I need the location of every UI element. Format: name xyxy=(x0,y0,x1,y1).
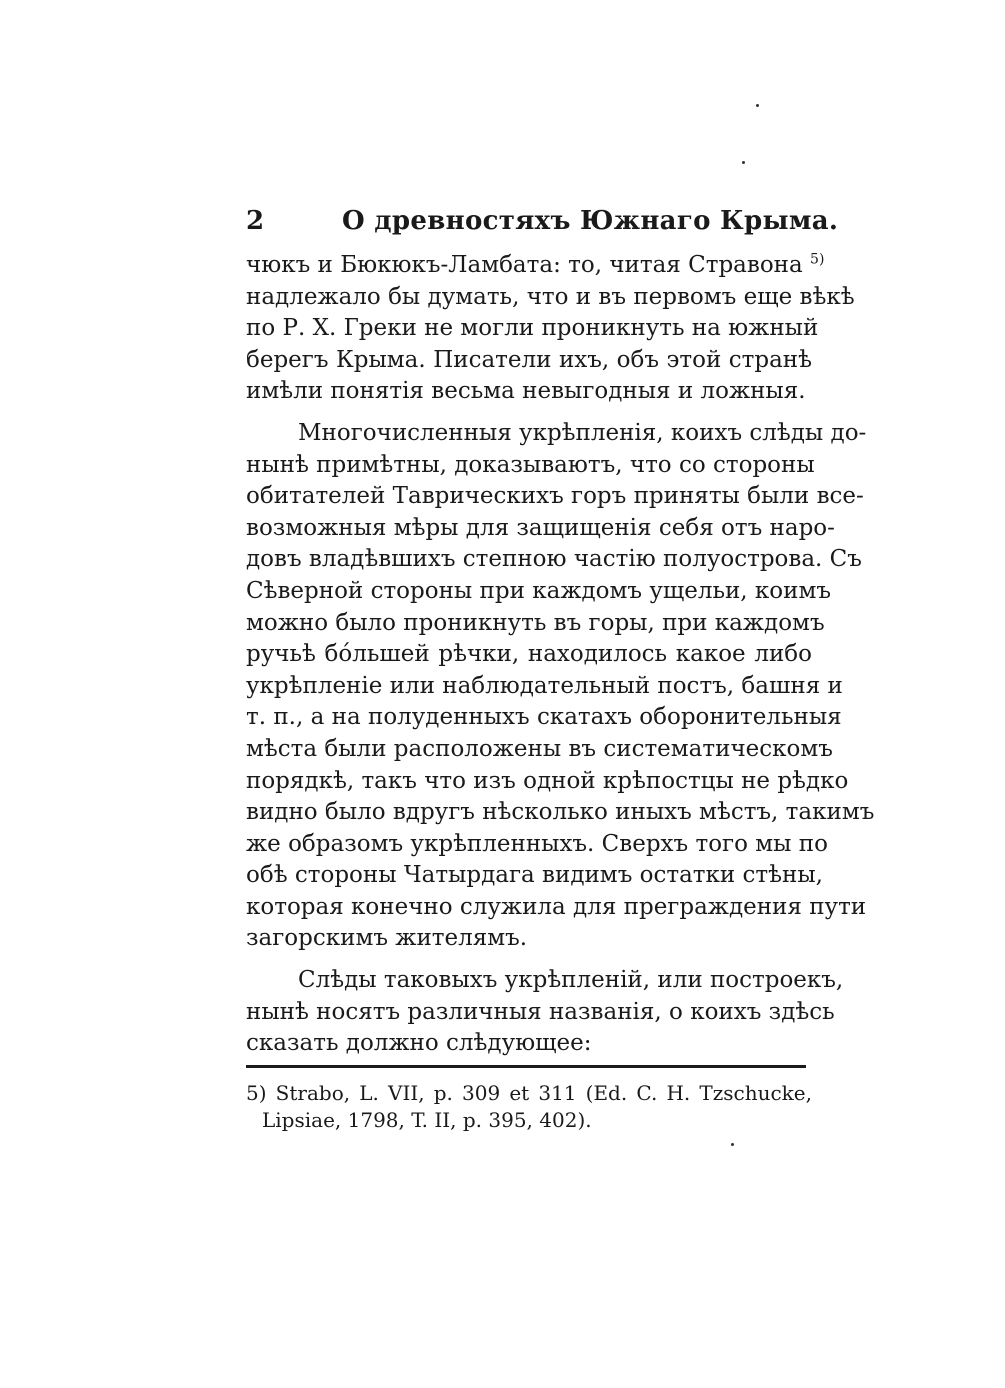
text-line: нынѣ примѣтны, доказываютъ, что со стороны xyxy=(246,451,815,478)
text-line: можно было проникнуть въ горы, при каждомъ xyxy=(246,609,825,636)
text-line: укрѣпленіе или наблюдательный постъ, башня и xyxy=(246,672,843,699)
footnote xyxy=(246,1080,812,1134)
text-line: имѣли понятія весьма невыгодныя и ложныя. xyxy=(246,378,806,405)
footnote-line: 5) Strabo, L. VII, p. 309 et 311 (Ed. C. H. Tzschucke, xyxy=(246,1081,812,1105)
text-line: возможныя мѣры для защищенія себя отъ наро- xyxy=(246,514,835,541)
text-line: Слѣды таковыхъ укрѣпленій, или построекъ, xyxy=(298,967,844,994)
body-text xyxy=(246,250,875,1060)
text-line: видно было вдругъ нѣсколько иныхъ мѣстъ, такимъ xyxy=(246,799,875,826)
page-number: 2 xyxy=(246,206,265,236)
page-header xyxy=(246,204,839,244)
text-line: мѣста были расположены въ систематическомъ xyxy=(246,735,833,762)
text-line: т. п., а на полуденныхъ скатахъ оборонительныя xyxy=(246,704,842,731)
footnote-separator xyxy=(246,1065,806,1068)
text-line: нынѣ носятъ различныя названія, о коихъ здѣсь xyxy=(246,998,835,1025)
text-line: обѣ стороны Чатырдага видимъ остатки стѣны, xyxy=(246,862,823,889)
running-title: О древностяхъ Южнаго Крыма. xyxy=(342,206,839,236)
text-line: по Р. Х. Греки не могли проникнуть на южный xyxy=(246,315,819,342)
text-line: ручьѣ бо́льшей рѣчки, находилось какое либо xyxy=(246,641,812,668)
text-line: обитателей Таврическихъ горъ приняты были все- xyxy=(246,483,864,510)
scan-speck xyxy=(756,104,759,107)
footnote-line: Lipsiae, 1798, T. II, p. 395, 402). xyxy=(262,1108,592,1132)
text-line: которая конечно служила для преграждения пути xyxy=(246,893,867,920)
scan-speck xyxy=(742,161,745,164)
scan-speck xyxy=(731,1143,734,1146)
text-line: порядкѣ, такъ что изъ одной крѣпостцы не рѣдко xyxy=(246,767,849,794)
text-line: берегъ Крыма. Писатели ихъ, объ этой странѣ xyxy=(246,346,812,373)
text-line: чюкъ и Бюкюкъ-Ламбата: то, читая Стравона $^{5)}$ xyxy=(246,251,825,278)
text-line: надлежало бы думать, что и въ первомъ еще вѣкѣ xyxy=(246,283,855,310)
text-line: довъ владѣвшихъ степною частію полуострова. Съ xyxy=(246,546,862,573)
text-line: же образомъ укрѣпленныхъ. Сверхъ того мы по xyxy=(246,830,828,857)
text-line: загорскимъ жителямъ. xyxy=(246,925,528,952)
text-line: сказать должно слѣдующее: xyxy=(246,1030,592,1057)
text-line: Сѣверной стороны при каждомъ ущельи, коимъ xyxy=(246,577,832,604)
text-line: Многочисленныя укрѣпленія, коихъ слѣды до- xyxy=(298,419,867,446)
footnote-reference: 5) xyxy=(810,251,825,268)
